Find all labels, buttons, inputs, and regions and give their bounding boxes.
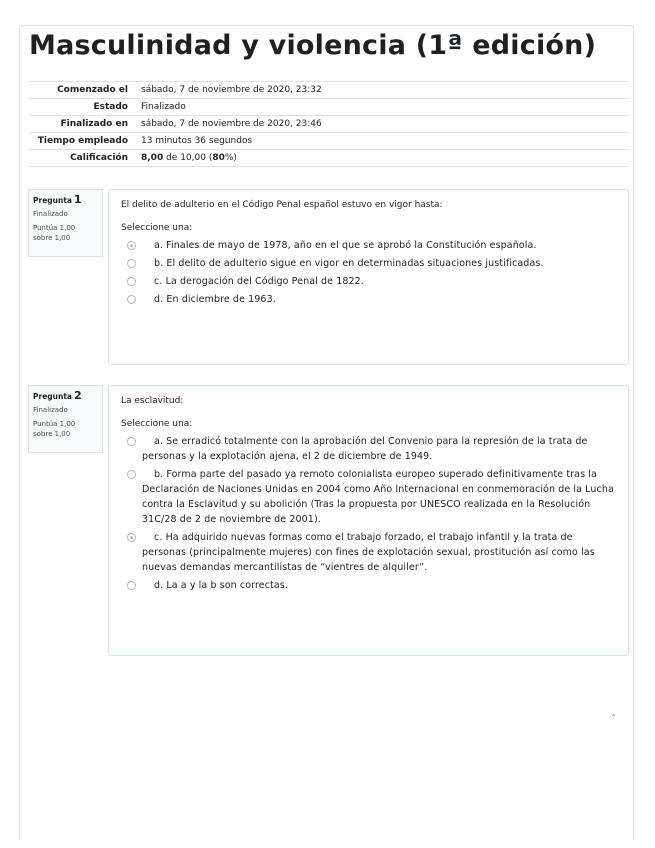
summary-row-time-taken xyxy=(29,133,629,150)
answer-option-b[interactable] xyxy=(121,467,618,527)
grade-score: 8,00 xyxy=(141,153,164,163)
radio-button[interactable] xyxy=(127,581,136,590)
summary-value: Finalizado xyxy=(136,99,629,116)
answer-option-d[interactable] xyxy=(121,292,618,307)
answer-text: a. Finales de mayo de 1978, año en el que se aprobó la Constitución española. xyxy=(154,240,537,251)
question-text: El delito de adulterio en el Código Penal español estuvo en vigor hasta: xyxy=(121,200,443,210)
question-label: Pregunta xyxy=(33,392,72,401)
question-grade xyxy=(33,223,98,243)
grade-value xyxy=(136,150,629,167)
summary-label: Comenzado el xyxy=(29,82,136,99)
summary-row-finished xyxy=(29,116,629,133)
question-grade-line: Puntúa 1,00 xyxy=(33,224,76,232)
question-grade xyxy=(33,419,98,439)
question-info-1 xyxy=(28,189,103,257)
summary-label: Tiempo empleado xyxy=(29,133,136,150)
summary-row-started xyxy=(29,82,629,99)
answer-text: a. Se erradicó totalmente con la aprobación del Convenio para la represión de la trata de personas y la explotación ajena, el 2 de diciembre de 1949. xyxy=(142,436,588,462)
answer-option-d[interactable] xyxy=(121,578,618,593)
grade-percent: 80 xyxy=(212,153,225,163)
question-text: La esclavitud: xyxy=(121,396,184,406)
answer-text: b. Forma parte del pasado ya remoto colonialista europeo superado definitivamente tras la Declaración de Naciones Unidas en 2004 como Año Internacional en conmemoración de la Lucha contra la Esclavitud y su abolición (Tras la propuesta por UNESCO realizada en la Resolución 31C/28 de 2 de noviembre de 2001). xyxy=(142,469,614,525)
summary-value: sábado, 7 de noviembre de 2020, 23:46 xyxy=(136,116,629,133)
radio-button[interactable] xyxy=(127,259,136,268)
question-number-value: 1 xyxy=(73,193,82,206)
page-title: Masculinidad y violencia (1ª edición) xyxy=(29,30,597,61)
question-content-1 xyxy=(108,189,629,365)
question-state: Finalizado xyxy=(33,406,68,414)
answer-list xyxy=(121,238,618,307)
grade-suffix: %) xyxy=(224,153,237,163)
answer-text: c. La derogación del Código Penal de 1822. xyxy=(154,276,364,287)
radio-button[interactable] xyxy=(127,470,136,479)
answer-list xyxy=(121,434,618,593)
radio-button[interactable] xyxy=(127,295,136,304)
radio-button[interactable] xyxy=(127,241,136,250)
question-state: Finalizado xyxy=(33,210,68,218)
question-grade-line: sobre 1,00 xyxy=(33,234,71,242)
question-number xyxy=(33,391,98,402)
summary-label: Finalizado en xyxy=(29,116,136,133)
summary-label: Calificación xyxy=(29,150,136,167)
summary-value: sábado, 7 de noviembre de 2020, 23:32 xyxy=(136,82,629,99)
summary-row-grade xyxy=(29,150,629,167)
summary-value: 13 minutos 36 segundos xyxy=(136,133,629,150)
chevron-up-icon[interactable]: ˆ xyxy=(611,714,616,725)
answer-text: d. En diciembre de 1963. xyxy=(154,294,276,305)
question-number-value: 2 xyxy=(73,389,82,402)
answer-option-c[interactable] xyxy=(121,274,618,289)
question-grade-line: Puntúa 1,00 xyxy=(33,420,76,428)
question-label: Pregunta xyxy=(33,196,72,205)
answer-prompt: Seleccione una: xyxy=(121,419,193,429)
radio-button[interactable] xyxy=(127,533,136,542)
question-number xyxy=(33,195,98,206)
answer-option-a[interactable] xyxy=(121,434,618,464)
question-info-2 xyxy=(28,385,103,453)
answer-option-c[interactable] xyxy=(121,530,618,575)
question-content-2 xyxy=(108,385,629,656)
attempt-summary-table xyxy=(29,81,629,167)
answer-text: c. Ha adquirido nuevas formas como el trabajo forzado, el trabajo infantil y la trata de personas (principalmente mujeres) con fines de explotación sexual, prostitución así como las nuevas demandas mercantilistas de “vientres de alquiler”. xyxy=(142,532,595,573)
summary-row-state xyxy=(29,99,629,116)
answer-option-b[interactable] xyxy=(121,256,618,271)
answer-text: d. La a y la b son correctas. xyxy=(154,580,288,591)
radio-button[interactable] xyxy=(127,437,136,446)
answer-prompt: Seleccione una: xyxy=(121,223,193,233)
answer-text: b. El delito de adulterio sigue en vigor en determinadas situaciones justificadas. xyxy=(154,258,544,269)
radio-button[interactable] xyxy=(127,277,136,286)
question-grade-line: sobre 1,00 xyxy=(33,430,71,438)
summary-label: Estado xyxy=(29,99,136,116)
answer-option-a[interactable] xyxy=(121,238,618,253)
grade-of-text: de 10,00 ( xyxy=(163,153,213,163)
